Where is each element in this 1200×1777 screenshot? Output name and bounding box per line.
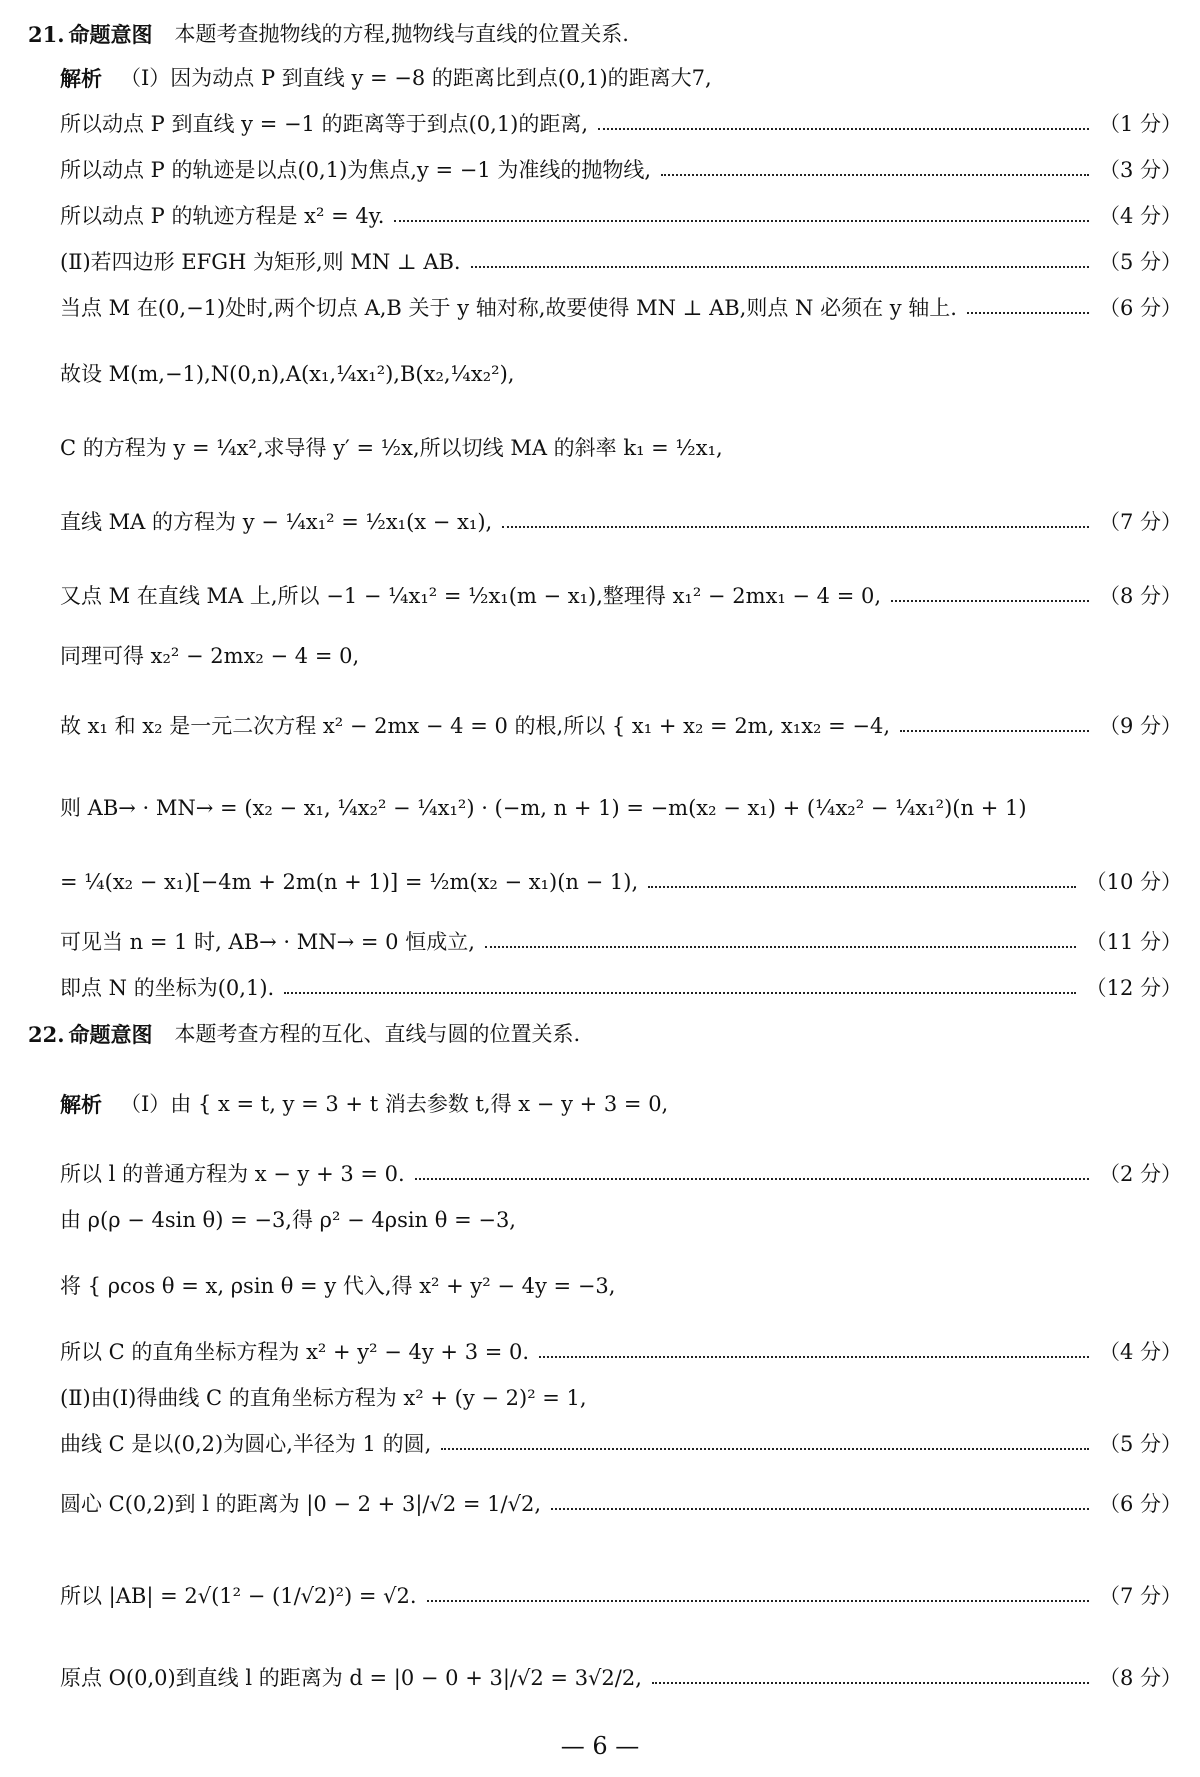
score: （8 分） (1098, 584, 1182, 608)
p21-line-4: 所以动点 P 的轨迹方程是 x² = 4y. （4 分） (60, 204, 1182, 228)
p21-line-13: 则 AB→ · MN→ = (x₂ − x₁, ¼x₂² − ¼x₁²) · (−m, n + 1) = −m(x₂ − x₁) + (¼x₂² − ¼x₁²)(n + 1) (60, 796, 1027, 820)
p21-header-label: 命题意图 (68, 22, 153, 47)
p21-header (28, 22, 1182, 47)
score: （3 分） (1098, 158, 1182, 182)
score: （8 分） (1098, 1666, 1182, 1690)
p22-line-4: 将 { ρcos θ = x, ρsin θ = y 代入,得 x² + y² − 4y = −3, (60, 1274, 616, 1298)
score: （7 分） (1098, 510, 1182, 534)
p21-line-1: 解析 （Ⅰ）因为动点 P 到直线 y = −8 的距离比到点(0,1)的距离大7, (60, 66, 712, 91)
score: （4 分） (1098, 204, 1182, 228)
p22-header (28, 1022, 1182, 1047)
p22-line-1: 解析 （Ⅰ）由 { x = t, y = 3 + t 消去参数 t,得 x − y + 3 = 0, (60, 1092, 669, 1117)
p22-line-10: 原点 O(0,0)到直线 l 的距离为 d = |0 − 0 + 3|/√2 = 3√2/2, （8 分） (60, 1666, 1182, 1690)
p22-line-7: 曲线 C 是以(0,2)为圆心,半径为 1 的圆, （5 分） (60, 1432, 1182, 1456)
score: （4 分） (1098, 1340, 1182, 1364)
score: （2 分） (1098, 1162, 1182, 1186)
p22-line-6: (Ⅱ)由(Ⅰ)得曲线 C 的直角坐标方程为 x² + (y − 2)² = 1, (60, 1386, 587, 1410)
score: （10 分） (1085, 870, 1182, 894)
p22-line-8: 圆心 C(0,2)到 l 的距离为 |0 − 2 + 3|/√2 = 1/√2, （6 分） (60, 1492, 1182, 1516)
p21-number: 21. (28, 22, 65, 47)
score: （1 分） (1098, 112, 1182, 136)
p22-line-5: 所以 C 的直角坐标方程为 x² + y² − 4y + 3 = 0. （4 分） (60, 1340, 1182, 1364)
p21-line-7: 故设 M(m,−1),N(0,n),A(x₁,¼x₁²),B(x₂,¼x₂²), (60, 362, 515, 386)
p22-number: 22. (28, 1022, 65, 1047)
score: （12 分） (1085, 976, 1182, 1000)
p22-line-9: 所以 |AB| = 2√(1² − (1/√2)²) = √2. （7 分） (60, 1584, 1182, 1608)
score: （6 分） (1098, 296, 1182, 320)
p21-line-6: 当点 M 在(0,−1)处时,两个切点 A,B 关于 y 轴对称,故要使得 MN ⊥ AB,则点 N 必须在 y 轴上. （6 分） (60, 296, 1182, 320)
p21-line-11: 同理可得 x₂² − 2mx₂ − 4 = 0, (60, 644, 360, 668)
p22-solution-label: 解析 (60, 1092, 102, 1117)
score: （9 分） (1098, 714, 1182, 738)
p21-line-3: 所以动点 P 的轨迹是以点(0,1)为焦点,y = −1 为准线的抛物线, （3 分） (60, 158, 1182, 182)
score: （7 分） (1098, 1584, 1182, 1608)
p21-line-12: 故 x₁ 和 x₂ 是一元二次方程 x² − 2mx − 4 = 0 的根,所以 { x₁ + x₂ = 2m, x₁x₂ = −4, （9 分） (60, 714, 1182, 738)
p21-line-15: 可见当 n = 1 时, AB→ · MN→ = 0 恒成立, （11 分） (60, 930, 1182, 954)
score: （5 分） (1098, 1432, 1182, 1456)
p22-header-label: 命题意图 (68, 1022, 153, 1047)
p21-solution-label: 解析 (60, 66, 102, 91)
score: （5 分） (1098, 250, 1182, 274)
p21-line-9: 直线 MA 的方程为 y − ¼x₁² = ½x₁(x − x₁), （7 分） (60, 510, 1182, 534)
p22-line-3: 由 ρ(ρ − 4sin θ) = −3,得 ρ² − 4ρsin θ = −3, (60, 1208, 516, 1232)
p22-header-text: 本题考查方程的互化、直线与圆的位置关系. (174, 1022, 581, 1046)
p21-line-14: = ¼(x₂ − x₁)[−4m + 2m(n + 1)] = ½m(x₂ − x₁)(n − 1), （10 分） (60, 870, 1182, 894)
p21-line-2: 所以动点 P 到直线 y = −1 的距离等于到点(0,1)的距离, （1 分） (60, 112, 1182, 136)
p21-header-text: 本题考查抛物线的方程,抛物线与直线的位置关系. (174, 22, 629, 46)
score: （11 分） (1085, 930, 1182, 954)
p21-line-10: 又点 M 在直线 MA 上,所以 −1 − ¼x₁² = ½x₁(m − x₁),整理得 x₁² − 2mx₁ − 4 = 0, （8 分） (60, 584, 1182, 608)
p21-line-16: 即点 N 的坐标为(0,1). （12 分） (60, 976, 1182, 1000)
p21-line-8: C 的方程为 y = ¼x²,求导得 y′ = ½x,所以切线 MA 的斜率 k₁ = ½x₁, (60, 436, 723, 460)
p21-line-5: (Ⅱ)若四边形 EFGH 为矩形,则 MN ⊥ AB. （5 分） (60, 250, 1182, 274)
page-number: — 6 — (560, 1732, 640, 1760)
score: （6 分） (1098, 1492, 1182, 1516)
p22-line-2: 所以 l 的普通方程为 x − y + 3 = 0. （2 分） (60, 1162, 1182, 1186)
